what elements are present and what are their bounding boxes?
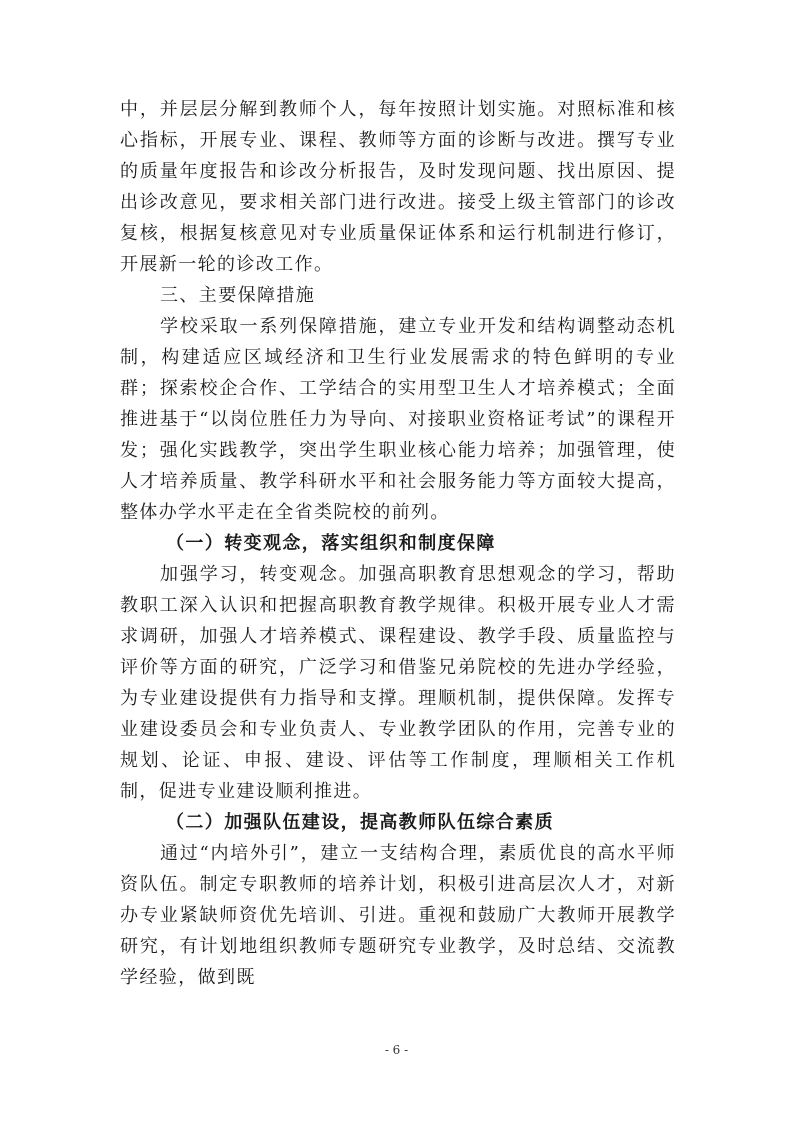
subsection-heading-1: （一）转变观念，落实组织和制度保障 xyxy=(166,533,496,554)
paragraph-teacher-team: 通过“内培外引”，建立一支结构合理，素质优良的高水平师资队伍。制定专职教师的培养计划，积极引进高层次人才，对新办专业紧缺师资优先培训、引进。重视和鼓励广大教师开展教学研究，有计划地组织教师专题研究专业教学，及时总结、交流教学经验，做到既 xyxy=(120,843,676,988)
paragraph-organization-system: 加强学习，转变观念。加强高职教育思想观念的学习，帮助教职工深入认识和把握高职教育教学规律。积极开展专业人才需求调研，加强人才培养模式、课程建设、教学手段、质量监控与评价等方面的研究，广泛学习和借鉴兄弟院校的先进办学经验，为专业建设提供有力指导和支撑。理顺机制，提供保障。发挥专业建设委员会和专业负责人、专业教学团队的作用，完善专业的规划、论证、申报、建设、评估等工作制度，理顺相关工作机制，促进专业建设顺利推进。 xyxy=(120,564,676,802)
page-number: - 6 - xyxy=(384,1043,409,1057)
subsection-heading-2: （二）加强队伍建设，提高教师队伍综合素质 xyxy=(166,812,554,833)
document-body xyxy=(120,94,676,993)
section-heading-main-safeguards: 三、主要保障措施 xyxy=(160,285,316,306)
paragraph-safeguard-overview: 学校采取一系列保障措施，建立专业开发和结构调整动态机制，构建适应区域经济和卫生行业发展需求的特色鲜明的专业群；探索校企合作、工学结合的实用型卫生人才培养模式；全面推进基于“以岗位胜任力为导向、对接职业资格证考试”的课程开发；强化实践教学，突出学生职业核心能力培养；加强管理，使人才培养质量、教学科研水平和社会服务能力等方面较大提高，整体办学水平走在全省类院校的前列。 xyxy=(120,316,676,523)
paragraph-continued: 中，并层层分解到教师个人，每年按照计划实施。对照标准和核心指标，开展专业、课程、教师等方面的诊断与改进。撰写专业的质量年度报告和诊改分析报告，及时发现问题、找出原因、提出诊改意见，要求相关部门进行改进。接受上级主管部门的诊改复核，根据复核意见对专业质量保证体系和运行机制进行修订，开展新一轮的诊改工作。 xyxy=(120,99,676,275)
